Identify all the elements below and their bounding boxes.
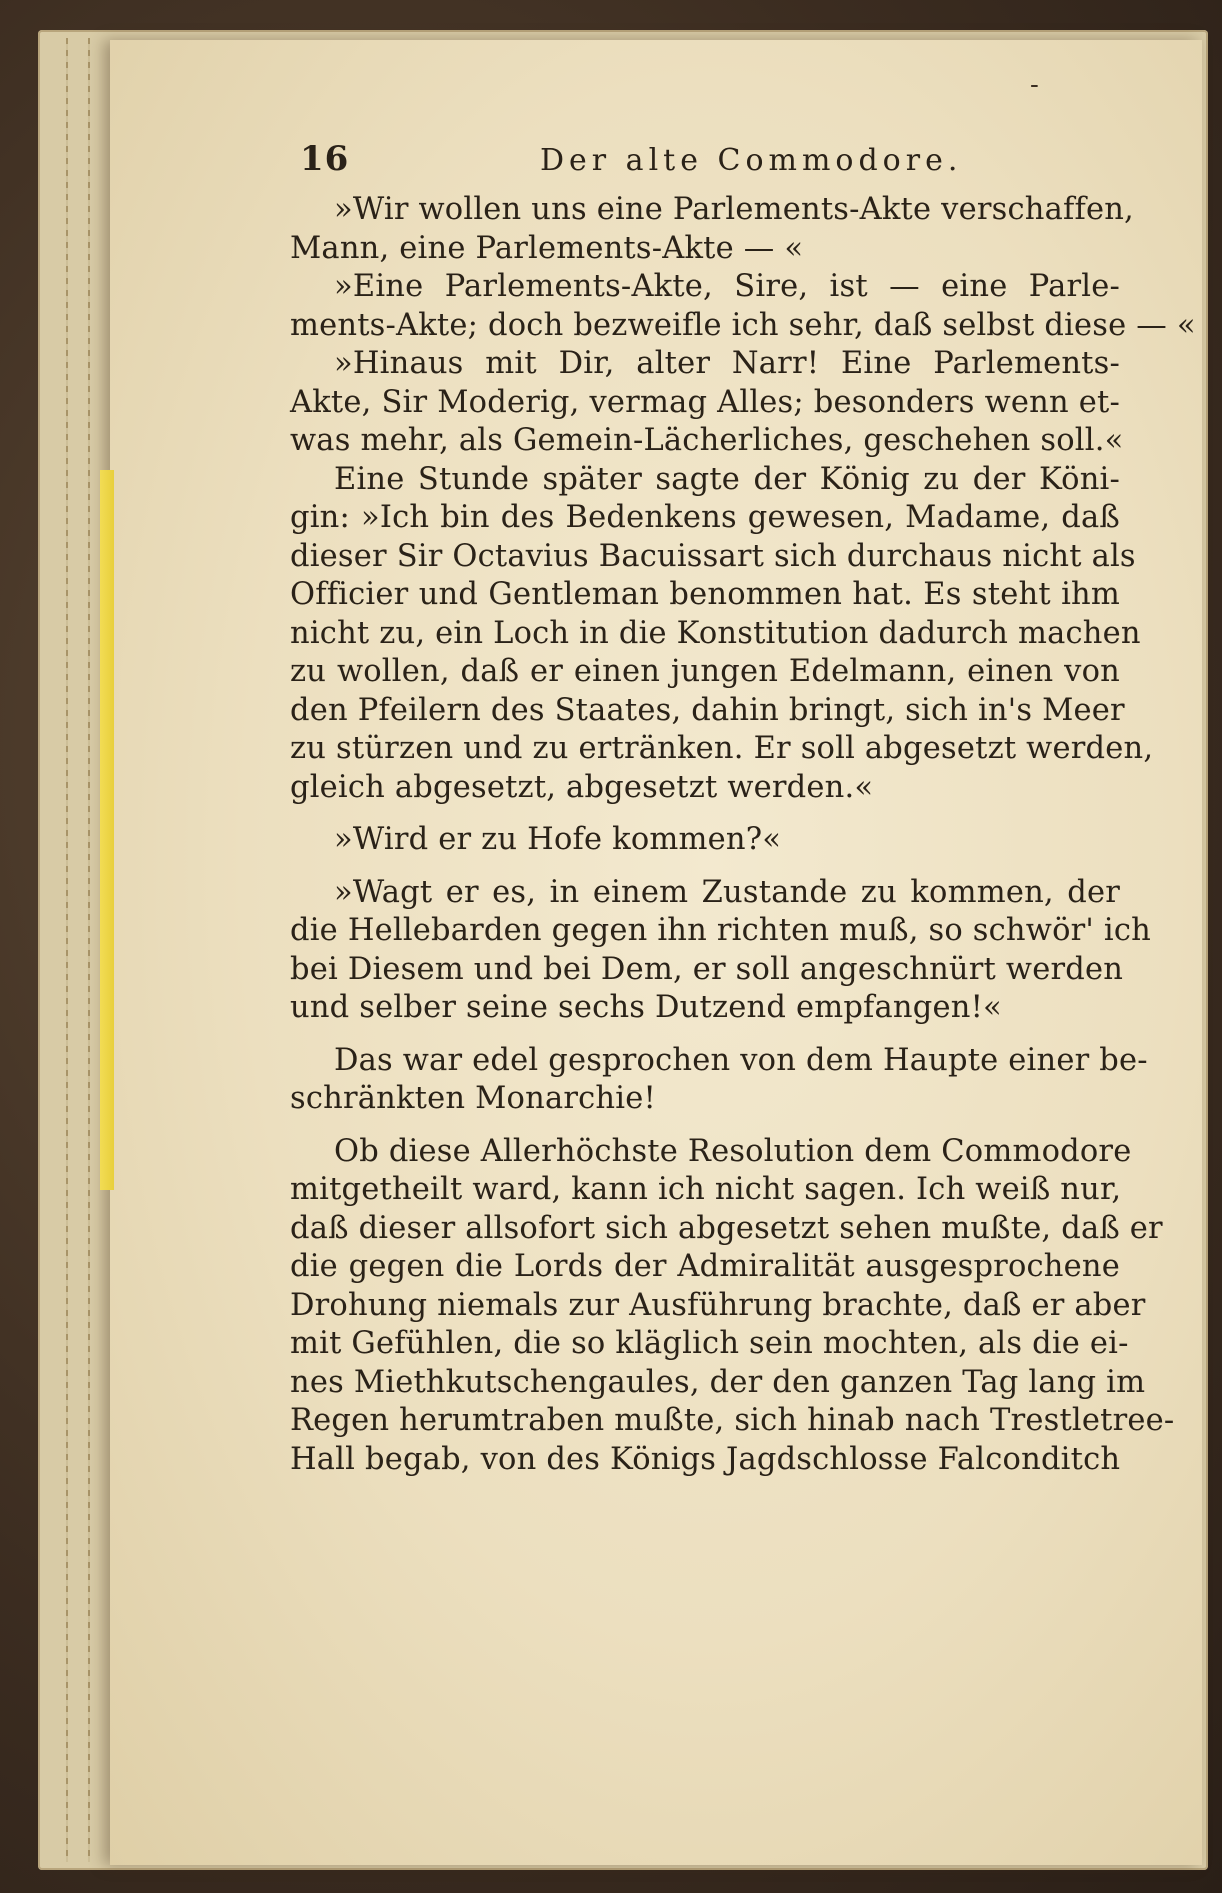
text-line: Das war edel gesprochen von dem Haupte einer be- xyxy=(334,1042,1148,1078)
paragraph xyxy=(290,1133,1175,1480)
text-line: »Hinaus mit Dir, alter Narr! Eine Parlements- xyxy=(334,346,1120,381)
text-line: und selber seine sechs Dutzend empfangen!« xyxy=(290,990,1002,1025)
text-line: mitgetheilt ward, kann ich nicht sagen. Ich weiß nur, xyxy=(290,1172,1122,1207)
paragraph xyxy=(290,874,1151,1028)
paragraph xyxy=(290,191,1134,268)
running-head xyxy=(290,135,1120,191)
text-line: mit Gefühlen, die so kläglich sein mochten, als die ei- xyxy=(290,1326,1129,1361)
text-line: schränkten Monarchie! xyxy=(290,1081,656,1116)
page-text xyxy=(290,135,1196,1479)
text-line: was mehr, als Gemein-Lächerliches, geschehen soll.« xyxy=(290,423,1124,458)
text-line: den Pfeilern des Staates, dahin bringt, sich in's Meer xyxy=(290,692,1125,728)
paragraph xyxy=(290,821,1120,860)
page-number: 16 xyxy=(300,139,350,179)
paragraph xyxy=(290,1042,1148,1119)
text-line: gin: »Ich bin des Bedenkens gewesen, Madame, daß xyxy=(290,500,1120,535)
paragraph xyxy=(290,461,1154,808)
text-line: bei Diesem und bei Dem, er soll angeschnürt werden xyxy=(290,951,1124,987)
text-line: dieser Sir Octavius Bacuissart sich durchaus nicht als xyxy=(290,538,1136,574)
text-line: die gegen die Lords der Admiralität ausgesprochene xyxy=(290,1249,1120,1284)
text-line: Regen herumtraben mußte, sich hinab nach Trestletree- xyxy=(290,1403,1175,1438)
text-line: zu stürzen und zu ertränken. Er soll abgesetzt werden, xyxy=(290,731,1154,766)
bookmark-strip xyxy=(100,470,114,1190)
text-line: Eine Stunde später sagte der König zu der Köni- xyxy=(334,461,1120,497)
text-line: Mann, eine Parlements-Akte — « xyxy=(290,230,804,266)
text-line: Ob diese Allerhöchste Resolution dem Commodore xyxy=(334,1133,1132,1169)
margin-mark: - xyxy=(1030,70,1039,100)
running-title: Der alte Commodore. xyxy=(540,143,963,178)
text-line: »Wagt er es, in einem Zustande zu kommen, der xyxy=(334,874,1120,910)
text-line: daß dieser allsofort sich abgesetzt sehen mußte, daß er xyxy=(290,1210,1163,1246)
text-line: die Hellebarden gegen ihn richten muß, so schwör' ich xyxy=(290,913,1151,948)
text-line: »Eine Parlements-Akte, Sire, ist — eine Parle- xyxy=(334,269,1120,304)
text-line: gleich abgesetzt, abgesetzt werden.« xyxy=(290,769,874,805)
text-line: Drohung niemals zur Ausführung brachte, daß er aber xyxy=(290,1287,1146,1323)
text-line: nes Miethkutschengaules, der den ganzen Tag lang im xyxy=(290,1364,1146,1400)
paragraph xyxy=(290,268,1196,345)
text-line: Officier und Gentleman benommen hat. Es steht ihm xyxy=(290,577,1120,612)
text-line: »Wird er zu Hofe kommen?« xyxy=(334,822,782,857)
text-line: Hall begab, von des Königs Jagdschlosse Falconditch xyxy=(290,1441,1121,1477)
text-line: ments-Akte; doch bezweifle ich sehr, daß selbst diese — « xyxy=(290,307,1196,343)
text-line: nicht zu, ein Loch in die Konstitution dadurch machen xyxy=(290,615,1141,651)
text-line: Akte, Sir Moderig, vermag Alles; besonders wenn et- xyxy=(290,384,1120,420)
paragraph xyxy=(290,345,1124,461)
text-line: zu wollen, daß er einen jungen Edelmann, einen von xyxy=(290,654,1120,689)
text-line: »Wir wollen uns eine Parlements-Akte verschaffen, xyxy=(334,192,1134,227)
